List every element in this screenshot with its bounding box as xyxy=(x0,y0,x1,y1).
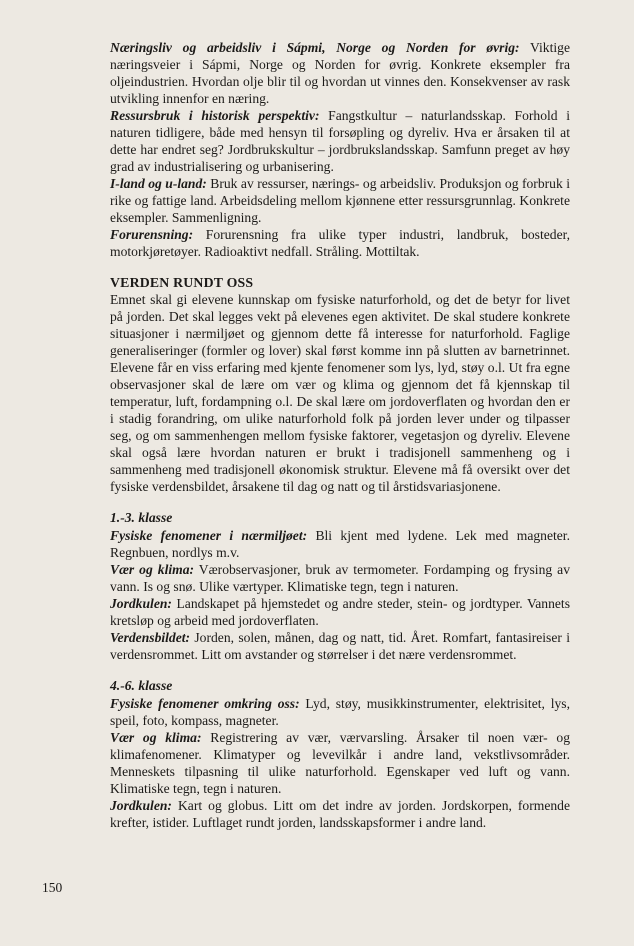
entry-lead: Fysiske fenomener omkring oss: xyxy=(110,696,300,711)
text-column xyxy=(110,39,570,831)
entry-text: Registrering av vær, værvarsling. Årsaker til noen vær- og klimafenomener. Klimatyper og levevilkår i andre land, vekstlivsområder. Menneskets tilpasning til ulike naturforhold. Egenskaper ved luft og vann. Klimatiske tegn, tegn i naturen. xyxy=(110,730,571,796)
entry-text: Lyd, støy, musikkinstrumenter, elektrisitet, lys, speil, foto, kompass, magneter. xyxy=(110,696,570,728)
entry-text: Bli kjent med lydene. Lek med magneter. Regnbuen, nordlys m.v. xyxy=(110,528,570,560)
entry-text: Landskapet på hjemstedet og andre steder, stein- og jordtyper. Vannets kretsløp og arbeid med jordoverflaten. xyxy=(110,596,570,628)
entry-fysiske-fenomener-omkring-oss xyxy=(110,695,570,729)
entry-lead: Jordkulen: xyxy=(110,596,172,611)
entry-lead: Jordkulen: xyxy=(110,798,172,813)
class-4-6-heading: 4.-6. klasse xyxy=(110,678,173,693)
entry-vaer-og-klima xyxy=(110,561,570,595)
section-intro: Emnet skal gi elevene kunnskap om fysiske naturforhold, og det de betyr for livet på jorden. Det skal legges vekt på elevenes egen aktivitet. De skal studere konkrete situasjoner i nærmiljøet og gjennom dette få interesse for naturforhold. Faglige generaliseringer (formler og lover) skal først komme inn på slutten av barnetrinnet. Elevene får en viss erfaring med kjente fenomener som lys, lyd, støy o.l. Ut fra egne observasjoner skal de lære om vær og klima og gjennom det få kjennskap til temperatur, luft, fordampning o.l. De skal lære om jordoverflaten og hvordan den er i stadig forandring, om ulike naturforhold folk på jorden lever under og tilpasser seg, og om sammenhengen mellom fysiske faktorer, vegetasjon og dyreliv. Elevene skal også lære hvordan naturen er brukt i tradisjonell sammenheng og i sammenheng med tradisjonell økonomisk struktur. Elevene må få oversikt over det fysiske verdensbildet, årsakene til dag og natt og til årstidsvariasjonene. xyxy=(110,292,570,494)
entry-lead: Verdensbildet: xyxy=(110,630,191,645)
entry-text: Viktige næringsveier i Sápmi, Norge og Norden for øvrig. Konkrete eksempler fra oljeindustrien. Hvordan olje blir til og hvordan ut vinnes den. Konsekvenser av rask utvikling innenfor en næring. xyxy=(110,40,570,106)
entry-forurensning xyxy=(110,226,570,260)
entry-lead: Forurensning: xyxy=(110,227,194,242)
entry-i-land-u-land xyxy=(110,175,570,226)
entry-lead: I-land og u-land: xyxy=(110,176,207,191)
entry-naeringsliv xyxy=(110,39,570,107)
entry-lead: Ressursbruk i historisk perspektiv: xyxy=(110,108,320,123)
entry-jordkulen xyxy=(110,595,570,629)
entry-jordkulen xyxy=(110,797,570,831)
entry-lead: Næringsliv og arbeidsliv i Sápmi, Norge og Norden for øvrig: xyxy=(110,40,520,55)
entry-text: Kart og globus. Litt om det indre av jorden. Jordskorpen, formende krefter, istider. Luftlaget rundt jorden, landsskapsformer i andre land. xyxy=(110,798,570,830)
entry-fysiske-fenomener-naermiljoet xyxy=(110,527,570,561)
section-heading: VERDEN RUNDT OSS xyxy=(110,275,254,290)
page-number: 150 xyxy=(42,880,63,895)
entry-text: Forurensning fra ulike typer industri, landbruk, bosteder, motorkjøretøyer. Radioaktivt nedfall. Stråling. Mottiltak. xyxy=(110,227,570,259)
entry-text: Jorden, solen, månen, dag og natt, tid. Året. Romfart, fantasireiser i verdensrommet. Litt om avstander og størrelser i det nære verdensrommet. xyxy=(110,630,570,662)
entry-ressursbruk xyxy=(110,107,570,175)
entry-text: Værobservasjoner, bruk av termometer. Fordamping og frysing av vann. Is og snø. Ulike værtyper. Klimatiske tegn, tegn i naturen. xyxy=(110,562,571,594)
entry-lead: Vær og klima: xyxy=(110,562,195,577)
class-1-3-heading: 1.-3. klasse xyxy=(110,510,173,525)
entry-vaer-og-klima xyxy=(110,729,570,797)
entry-text: Fangstkultur – naturlandsskap. Forhold i naturen tidligere, både med hensyn til forsøpling og dyreliv. Hva er årsaken til at dette har endret seg? Jordbrukskultur – jordbrukslandsskap. Samfunn preget av høy grad av industrialisering og urbanisering. xyxy=(110,108,571,174)
entry-lead: Vær og klima: xyxy=(110,730,202,745)
entry-verdensbildet xyxy=(110,629,570,663)
entry-text: Bruk av ressurser, nærings- og arbeidsliv. Produksjon og forbruk i rike og fattige land. Arbeidsdeling mellom kjønnene etter ressursgrunnlag. Konkrete eksempler. Sammenligning. xyxy=(110,176,570,225)
entry-lead: Fysiske fenomener i nærmiljøet: xyxy=(110,528,308,543)
